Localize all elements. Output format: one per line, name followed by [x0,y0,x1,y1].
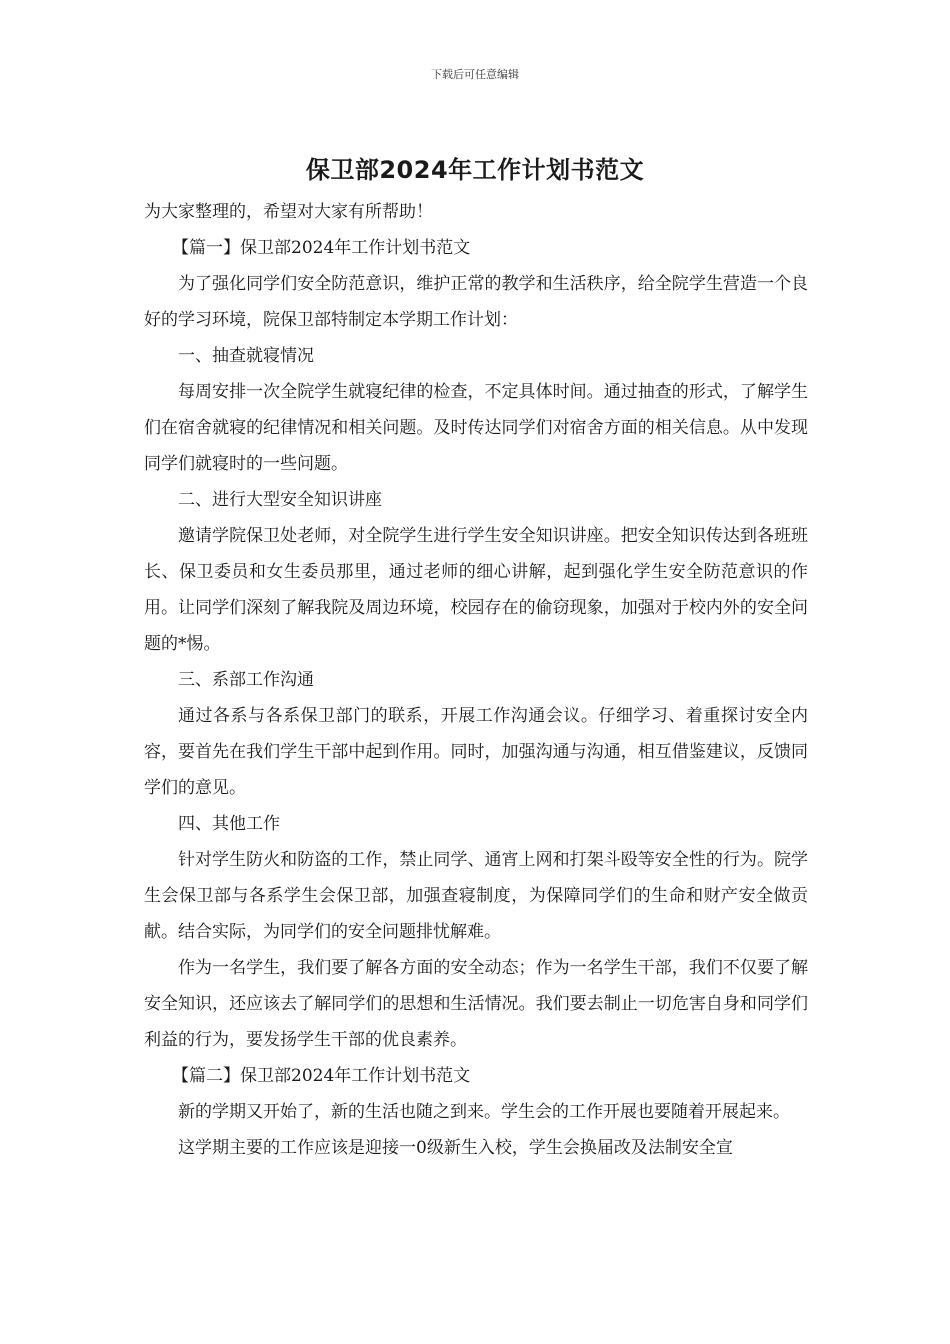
paragraph: 邀请学院保卫处老师，对全院学生进行学生安全知识讲座。把安全知识传达到各班班长、保卫委员和女生委员那里，通过老师的细心讲解，起到强化学生安全防范意识的作用。让同学们深刻了解我院及周边环境，校园存在的偷窃现象，加强对于校内外的安全问题的*惕。 [144,526,808,654]
part-heading-2: 【篇二】保卫部2024年工作计划书范文 [172,1066,471,1086]
paragraph: 针对学生防火和防盗的工作，禁止同学、通宵上网和打架斗殴等安全性的行为。院学生会保卫部与各系学生会保卫部，加强查寝制度，为保障同学们的生命和财产安全做贡献。结合实际，为同学们的安全问题排忧解难。 [144,850,808,942]
paragraph: 为了强化同学们安全防范意识，维护正常的教学和生活秩序，给全院学生营造一个良好的学习环境，院保卫部特制定本学期工作计划： [144,274,808,330]
paragraph: 作为一名学生，我们要了解各方面的安全动态；作为一名学生干部，我们不仅要了解安全知识，还应该去了解同学们的思想和生活情况。我们要去制止一切危害自身和同学们利益的行为，要发扬学生干部的优良素养。 [144,958,808,1050]
paragraph: 新的学期又开始了，新的生活也随之到来。学生会的工作开展也要随着开展起来。 [178,1102,790,1122]
paragraph: 每周安排一次全院学生就寝纪律的检查，不定具体时间。通过抽查的形式，了解学生们在宿舍就寝的纪律情况和相关问题。及时传达同学们对宿舍方面的相关信息。从中发现同学们就寝时的一些问题。 [144,382,808,474]
intro-paragraph: 为大家整理的，希望对大家有所帮助！ [144,202,433,222]
section-heading: 三、系部工作沟通 [178,670,314,690]
document-body [144,194,808,1166]
section-heading: 二、进行大型安全知识讲座 [178,490,382,510]
paragraph: 这学期主要的工作应该是迎接一0级新生入校，学生会换届改及法制安全宣 [178,1138,733,1158]
document-title: 保卫部2024年工作计划书范文 [305,156,645,184]
part-heading-1: 【篇一】保卫部2024年工作计划书范文 [172,238,471,258]
paragraph: 通过各系与各系保卫部门的联系，开展工作沟通会议。仔细学习、着重探讨安全内容，要首先在我们学生干部中起到作用。同时，加强沟通与沟通，相互借鉴建议，反馈同学们的意见。 [144,706,808,798]
header-note: 下载后可任意编辑 [431,68,519,81]
section-heading: 一、抽查就寝情况 [178,346,314,366]
section-heading: 四、其他工作 [178,814,280,834]
